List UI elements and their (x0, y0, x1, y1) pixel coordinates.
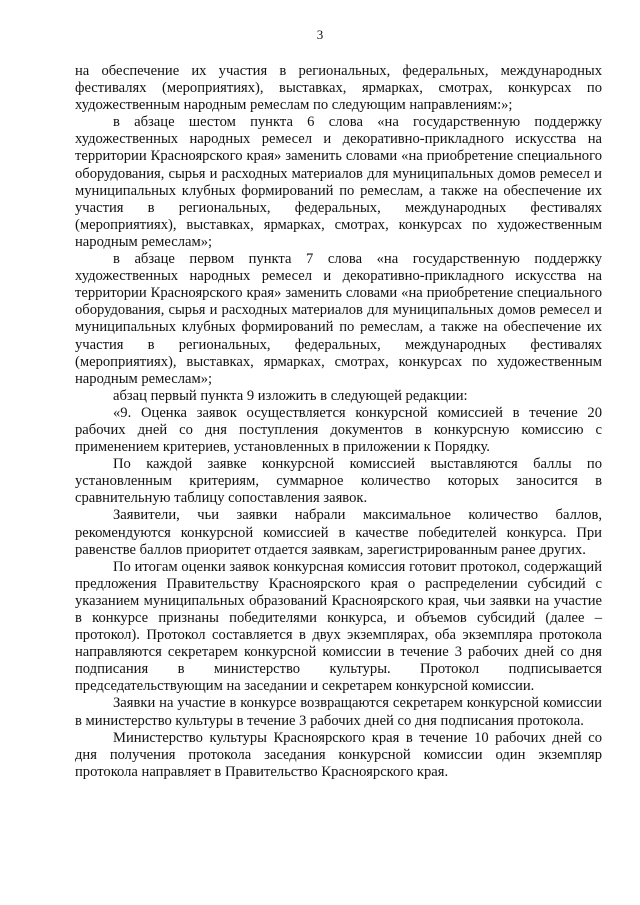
paragraph-winners: Заявители, чьи заявки набрали максимальное количество баллов, рекомендуются конкурсной комиссией в качестве победителей конкурса. При равенстве баллов приоритет отдается заявкам, зарегистрированным ранее других. (75, 507, 602, 558)
paragraph-amendment-point-7: в абзаце первом пункта 7 слова «на государственную поддержку художественных народных ремесел и декоративно-прикладного искусства на территории Красноярского края» заменить словами «на приобретение специального оборудования, сырья и расходных материалов для муниципальных домов ремесел и муниципальных клубных формирований по ремеслам, а также на обеспечение их участия в региональных, федеральных, международных фестивалях (мероприятиях), выставках, ярмарках, смотрах, конкурсах по художественным народным ремеслам»; (75, 251, 602, 387)
paragraph-applications-return: Заявки на участие в конкурсе возвращаются секретарем конкурсной комиссии в министерство культуры в течение 3 рабочих дней со дня подписания протокола. (75, 695, 602, 729)
paragraph-point-9-intro: абзац первый пункта 9 изложить в следующей редакции: (113, 387, 468, 404)
paragraph-protocol: По итогам оценки заявок конкурсная комиссия готовит протокол, содержащий предложения Правительству Красноярского края о распределении субсидий с указанием муниципальных образований Красноярского края, чьи заявки на участие в конкурсе признаны победителями конкурса, и объемов субсидий (далее – протокол). Протокол составляется в двух экземплярах, оба экземпляра протокола направляются секретарем конкурсной комиссии в течение 3 рабочих дней со дня подписания в министерство культуры. Протокол подписывается председательствующим на заседании и секретарем конкурсной комиссии. (75, 558, 602, 695)
document-body (75, 63, 602, 781)
paragraph-amendment-point-6: в абзаце шестом пункта 6 слова «на государственную поддержку художественных народных ремесел и декоративно-прикладного искусства на территории Красноярского края» заменить словами «на приобретение специального оборудования, сырья и расходных материалов для муниципальных домов ремесел и муниципальных клубных формирований по ремеслам, а также на обеспечение их участия в региональных, федеральных, международных фестивалях (мероприятиях), выставках, ярмарках, смотрах, конкурсах по художественным народным ремеслам»; (75, 114, 602, 250)
paragraph-ministry-forwarding: Министерство культуры Красноярского края в течение 10 рабочих дней со дня получения протокола заседания конкурсной комиссии один экземпляр протокола направляет в Правительство Красноярского края. (75, 729, 602, 780)
paragraph-scoring: По каждой заявке конкурсной комиссией выставляются баллы по установленным критериям, суммарное количество которых заносится в сравнительную таблицу сопоставления заявок. (75, 456, 602, 507)
page-number: 3 (316, 27, 324, 42)
paragraph-point-9-evaluation: «9. Оценка заявок осуществляется конкурсной комиссией в течение 20 рабочих дней со дня поступления документов в конкурсную комиссию с применением критериев, установленных в приложении к Порядку. (75, 404, 602, 456)
paragraph-continuation: на обеспечение их участия в региональных, федеральных, международных фестивалях (мероприятиях), выставках, ярмарках, смотрах, конкурсах по художественным народным ремеслам по следующим направлениям:»; (75, 63, 602, 114)
